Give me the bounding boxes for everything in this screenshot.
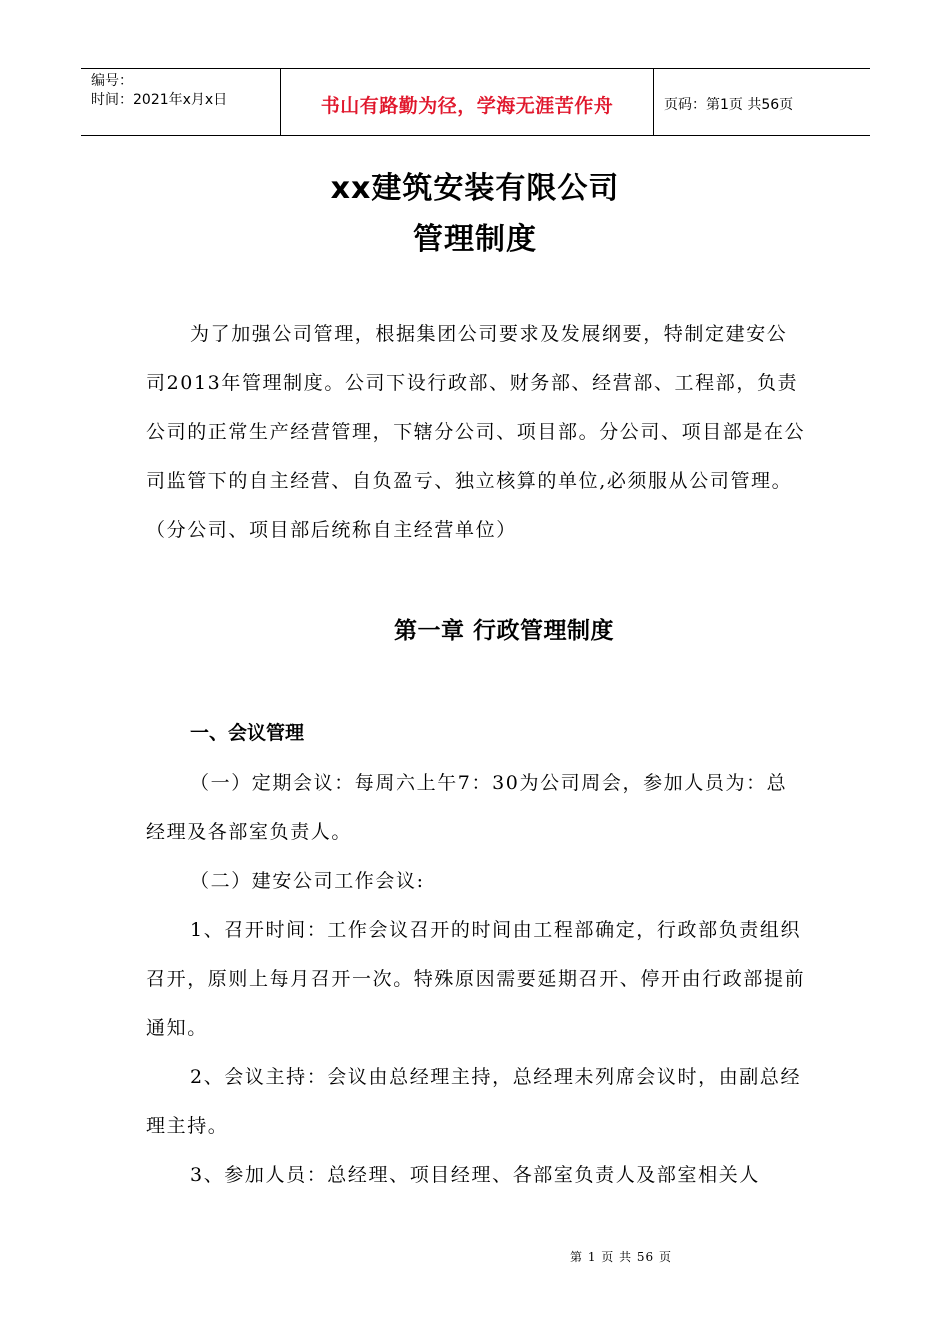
clause-meeting-host: 2、会议主持：会议由总经理主持，总经理未列席会议时，由副总经理主持。 <box>146 1066 802 1137</box>
clause-work-meeting: （二）建安公司工作会议: <box>190 870 425 892</box>
number-label: 编号： <box>91 73 133 89</box>
header-motto: 书山有路勤为径，学海无涯苦作舟 <box>281 69 654 135</box>
document-header-table <box>81 68 870 136</box>
clause-meeting-time: 1、召开时间：工作会议召开的时间由工程部确定，行政部负责组织召开，原则上每月召开一次。特殊原因需要延期召开、停开由行政部提前通知。 <box>146 919 806 1039</box>
clause-attendees: 3、参加人员：总经理、项目经理、各部室负责人及部室相关人 <box>190 1164 760 1186</box>
header-left-cell <box>81 69 281 135</box>
page-footer: 第 1 页 共 56 页 <box>570 1250 672 1264</box>
section-heading: 一、会议管理 <box>190 722 305 744</box>
header-page-info: 页码：第1页 共56页 <box>664 97 794 113</box>
chapter-title: 第一章 行政管理制度 <box>393 618 614 644</box>
clause-regular-meeting: （一）定期会议：每周六上午7：30为公司周会，参加人员为：总经理及各部室负责人。 <box>146 772 788 843</box>
intro-paragraph: 为了加强公司管理，根据集团公司要求及发展纲要，特制定建安公司2013年管理制度。公司下设行政部、财务部、经营部、工程部，负责公司的正常生产经营管理，下辖分公司、项目部。分公司、项目部是在公司监管下的自主经营、自负盈亏、独立核算的单位,必须服从公司管理。（分公司、项目部后统称自主经营单位） <box>146 323 806 541</box>
document-title-line1: xx建筑安装有限公司 <box>330 171 620 206</box>
document-title-line2: 管理制度 <box>413 222 537 257</box>
time-label: 时间：2021年x月x日 <box>91 92 228 108</box>
